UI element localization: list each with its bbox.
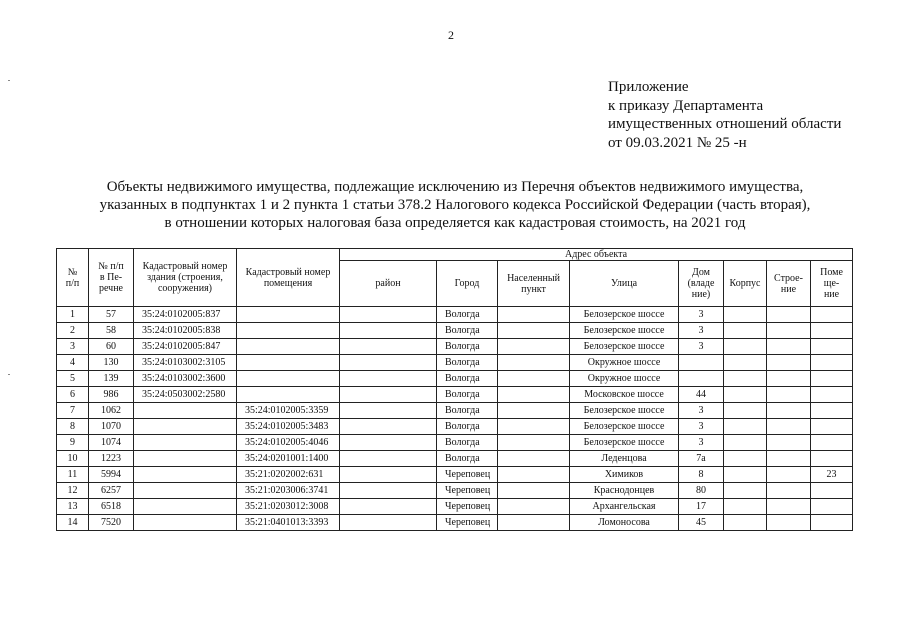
cell-structure — [767, 515, 811, 531]
cell-district — [340, 323, 437, 339]
header-text: Населенный — [507, 272, 560, 284]
cell-list-num: 1070 — [89, 419, 134, 435]
cell-structure — [767, 499, 811, 515]
header-building-cadastral — [134, 249, 237, 307]
cell-structure — [767, 483, 811, 499]
cell-list-num: 6518 — [89, 499, 134, 515]
title-line: указанных в подпунктах 1 и 2 пункта 1 статьи 378.2 Налогового кодекса Российской Федерации (часть вторая), — [99, 197, 811, 213]
cell-building-cadastral: 35:24:0102005:838 — [134, 323, 237, 339]
cell-room-cadastral — [237, 371, 340, 387]
header-block: Корпус — [724, 261, 767, 307]
cell-district — [340, 435, 437, 451]
header-text: речне — [98, 283, 123, 294]
header-address-group: Адрес объекта — [340, 249, 853, 261]
cell-district — [340, 307, 437, 323]
cell-num: 2 — [57, 323, 89, 339]
cell-list-num: 57 — [89, 307, 134, 323]
cell-house: 3 — [679, 419, 724, 435]
cell-street: Окружное шоссе — [570, 355, 679, 371]
cell-street: Белозерское шоссе — [570, 323, 679, 339]
cell-structure — [767, 403, 811, 419]
cell-city: Вологда — [437, 419, 498, 435]
header-house — [679, 261, 724, 307]
page-number: 2 — [448, 28, 454, 42]
cell-block — [724, 451, 767, 467]
table-row — [57, 419, 853, 435]
cell-city: Вологда — [437, 323, 498, 339]
cell-num: 13 — [57, 499, 89, 515]
header-room-cadastral — [237, 249, 340, 307]
title-line: Объекты недвижимого имущества, подлежащие исключению из Перечня объектов недвижимого имущества, — [106, 179, 804, 195]
cell-building-cadastral — [134, 403, 237, 419]
table-row — [57, 483, 853, 499]
cell-room-cadastral: 35:24:0201001:1400 — [237, 451, 340, 467]
cell-premises — [811, 419, 853, 435]
table-row — [57, 355, 853, 371]
cell-list-num: 130 — [89, 355, 134, 371]
scan-mark — [8, 374, 10, 375]
cell-structure — [767, 419, 811, 435]
header-text: Поме — [820, 267, 843, 278]
cell-house: 3 — [679, 323, 724, 339]
cell-settlement — [498, 435, 570, 451]
cell-city: Череповец — [437, 515, 498, 531]
cell-premises — [811, 371, 853, 387]
cell-list-num: 60 — [89, 339, 134, 355]
cell-house: 3 — [679, 403, 724, 419]
cell-num: 1 — [57, 307, 89, 323]
header-text: в Пе- — [99, 272, 123, 283]
header-structure — [767, 261, 811, 307]
cell-district — [340, 387, 437, 403]
cell-num: 14 — [57, 515, 89, 531]
cell-num: 7 — [57, 403, 89, 419]
cell-premises — [811, 403, 853, 419]
cell-city: Вологда — [437, 371, 498, 387]
cell-city: Вологда — [437, 387, 498, 403]
cell-house — [679, 355, 724, 371]
cell-premises — [811, 451, 853, 467]
header-text: Строе- — [774, 272, 803, 284]
header-text: сооружения) — [157, 283, 213, 294]
table-row — [57, 339, 853, 355]
cell-structure — [767, 371, 811, 387]
cell-settlement — [498, 403, 570, 419]
cell-list-num: 1062 — [89, 403, 134, 419]
cell-city: Вологда — [437, 339, 498, 355]
cell-block — [724, 387, 767, 403]
header-text: (владе — [687, 278, 715, 289]
cell-num: 5 — [57, 371, 89, 387]
cell-building-cadastral — [134, 435, 237, 451]
cell-settlement — [498, 419, 570, 435]
cell-num: 11 — [57, 467, 89, 483]
cell-city: Вологда — [437, 435, 498, 451]
cell-block — [724, 435, 767, 451]
cell-list-num: 7520 — [89, 515, 134, 531]
cell-settlement — [498, 483, 570, 499]
cell-street: Белозерское шоссе — [570, 307, 679, 323]
cell-street: Окружное шоссе — [570, 371, 679, 387]
cell-block — [724, 307, 767, 323]
header-text: Кадастровый номер — [245, 266, 331, 278]
cell-premises: 23 — [811, 467, 853, 483]
cell-house: 3 — [679, 435, 724, 451]
cell-building-cadastral: 35:24:0102005:837 — [134, 307, 237, 323]
cell-block — [724, 403, 767, 419]
cell-street: Леденцова — [570, 451, 679, 467]
appendix-line: к приказу Департамента — [608, 97, 764, 114]
scan-mark — [8, 80, 10, 81]
cell-block — [724, 339, 767, 355]
table-row — [57, 435, 853, 451]
cell-city: Череповец — [437, 467, 498, 483]
cell-street: Краснодонцев — [570, 483, 679, 499]
cell-street: Белозерское шоссе — [570, 435, 679, 451]
cell-structure — [767, 355, 811, 371]
table-row — [57, 323, 853, 339]
cell-num: 12 — [57, 483, 89, 499]
table-row — [57, 307, 853, 323]
table-row — [57, 499, 853, 515]
cell-street: Химиков — [570, 467, 679, 483]
cell-city: Вологда — [437, 307, 498, 323]
header-text: ние — [780, 283, 797, 295]
cell-room-cadastral — [237, 355, 340, 371]
cell-num: 10 — [57, 451, 89, 467]
cell-house — [679, 371, 724, 387]
cell-room-cadastral — [237, 307, 340, 323]
cell-room-cadastral — [237, 387, 340, 403]
cell-settlement — [498, 371, 570, 387]
cell-settlement — [498, 467, 570, 483]
cell-block — [724, 371, 767, 387]
appendix-block — [608, 78, 841, 152]
cell-num: 3 — [57, 339, 89, 355]
cell-structure — [767, 339, 811, 355]
header-text: Кадастровый номер — [142, 261, 228, 272]
cell-street: Ломоносова — [570, 515, 679, 531]
header-text: ще- — [823, 278, 840, 289]
cell-structure — [767, 307, 811, 323]
cell-city: Череповец — [437, 499, 498, 515]
table-row — [57, 387, 853, 403]
cell-house: 17 — [679, 499, 724, 515]
cell-house: 80 — [679, 483, 724, 499]
cell-settlement — [498, 451, 570, 467]
cell-structure — [767, 435, 811, 451]
header-street: Улица — [570, 261, 679, 307]
cell-list-num: 1074 — [89, 435, 134, 451]
cell-building-cadastral — [134, 483, 237, 499]
cell-house: 45 — [679, 515, 724, 531]
document-title — [60, 178, 850, 232]
cell-settlement — [498, 499, 570, 515]
cell-premises — [811, 387, 853, 403]
header-text: помещения — [263, 277, 313, 289]
cell-premises — [811, 435, 853, 451]
cell-block — [724, 483, 767, 499]
table-header — [57, 249, 853, 307]
cell-house: 8 — [679, 467, 724, 483]
cell-district — [340, 483, 437, 499]
header-text: пункт — [521, 283, 546, 295]
cell-building-cadastral — [134, 515, 237, 531]
cell-building-cadastral: 35:24:0103002:3105 — [134, 355, 237, 371]
header-text: ние — [823, 289, 840, 300]
cell-street: Белозерское шоссе — [570, 339, 679, 355]
cell-list-num: 1223 — [89, 451, 134, 467]
appendix-line: от 09.03.2021 № 25 -н — [608, 134, 747, 151]
cell-room-cadastral: 35:24:0102005:3359 — [237, 403, 340, 419]
cell-city: Вологда — [437, 403, 498, 419]
cell-district — [340, 467, 437, 483]
cell-room-cadastral — [237, 323, 340, 339]
cell-room-cadastral: 35:21:0203012:3008 — [237, 499, 340, 515]
cell-city: Вологда — [437, 355, 498, 371]
table-row — [57, 371, 853, 387]
cell-building-cadastral: 35:24:0102005:847 — [134, 339, 237, 355]
cell-district — [340, 339, 437, 355]
cell-premises — [811, 515, 853, 531]
header-num — [57, 249, 89, 307]
cell-settlement — [498, 339, 570, 355]
cell-building-cadastral — [134, 451, 237, 467]
cell-district — [340, 515, 437, 531]
cell-settlement — [498, 355, 570, 371]
cell-street: Белозерское шоссе — [570, 403, 679, 419]
table-row — [57, 451, 853, 467]
header-text: здания (строения, — [147, 272, 223, 283]
cell-num: 4 — [57, 355, 89, 371]
cell-room-cadastral: 35:21:0401013:3393 — [237, 515, 340, 531]
cell-block — [724, 323, 767, 339]
cell-room-cadastral: 35:21:0203006:3741 — [237, 483, 340, 499]
title-line: в отношении которых налоговая база определяется как кадастровая стоимость, на 2021 год — [164, 215, 746, 231]
cell-building-cadastral: 35:24:0103002:3600 — [134, 371, 237, 387]
cell-block — [724, 499, 767, 515]
appendix-line: Приложение — [608, 79, 689, 95]
cell-premises — [811, 339, 853, 355]
cell-house: 7а — [679, 451, 724, 467]
cell-city: Череповец — [437, 483, 498, 499]
cell-num: 8 — [57, 419, 89, 435]
header-list-num — [89, 249, 134, 307]
cell-structure — [767, 451, 811, 467]
cell-building-cadastral — [134, 419, 237, 435]
table-body — [57, 307, 853, 531]
cell-house: 3 — [679, 339, 724, 355]
cell-city: Вологда — [437, 451, 498, 467]
cell-building-cadastral — [134, 499, 237, 515]
header-settlement — [498, 261, 570, 307]
cell-block — [724, 515, 767, 531]
cell-settlement — [498, 307, 570, 323]
header-text: п/п — [65, 277, 80, 289]
table-row — [57, 515, 853, 531]
cell-building-cadastral: 35:24:0503002:2580 — [134, 387, 237, 403]
header-text: № п/п — [98, 261, 124, 272]
header-text: № — [67, 266, 78, 278]
cell-num: 9 — [57, 435, 89, 451]
cell-structure — [767, 323, 811, 339]
header-district: район — [340, 261, 437, 307]
cell-list-num: 986 — [89, 387, 134, 403]
cell-premises — [811, 323, 853, 339]
cell-house: 3 — [679, 307, 724, 323]
cell-premises — [811, 483, 853, 499]
cell-structure — [767, 387, 811, 403]
cell-house: 44 — [679, 387, 724, 403]
header-text: ние) — [691, 289, 711, 300]
cell-premises — [811, 307, 853, 323]
cell-room-cadastral: 35:24:0102005:4046 — [237, 435, 340, 451]
cell-settlement — [498, 387, 570, 403]
header-city: Город — [437, 261, 498, 307]
cell-district — [340, 499, 437, 515]
cell-block — [724, 419, 767, 435]
cell-block — [724, 355, 767, 371]
cell-num: 6 — [57, 387, 89, 403]
cell-street: Белозерское шоссе — [570, 419, 679, 435]
cell-block — [724, 467, 767, 483]
cell-room-cadastral — [237, 339, 340, 355]
header-premises — [811, 261, 853, 307]
cell-list-num: 58 — [89, 323, 134, 339]
appendix-line: имущественных отношений области — [608, 116, 842, 132]
cell-district — [340, 419, 437, 435]
cell-street: Московское шоссе — [570, 387, 679, 403]
cell-district — [340, 355, 437, 371]
cell-settlement — [498, 323, 570, 339]
cell-room-cadastral: 35:24:0102005:3483 — [237, 419, 340, 435]
cell-list-num: 6257 — [89, 483, 134, 499]
objects-table — [56, 248, 853, 531]
cell-street: Архангельская — [570, 499, 679, 515]
table-row — [57, 403, 853, 419]
cell-premises — [811, 499, 853, 515]
cell-district — [340, 451, 437, 467]
cell-room-cadastral: 35:21:0202002:631 — [237, 467, 340, 483]
cell-list-num: 5994 — [89, 467, 134, 483]
header-text: Дом — [692, 267, 710, 278]
cell-premises — [811, 355, 853, 371]
cell-district — [340, 371, 437, 387]
cell-district — [340, 403, 437, 419]
cell-list-num: 139 — [89, 371, 134, 387]
cell-settlement — [498, 515, 570, 531]
cell-building-cadastral — [134, 467, 237, 483]
table-row — [57, 467, 853, 483]
cell-structure — [767, 467, 811, 483]
